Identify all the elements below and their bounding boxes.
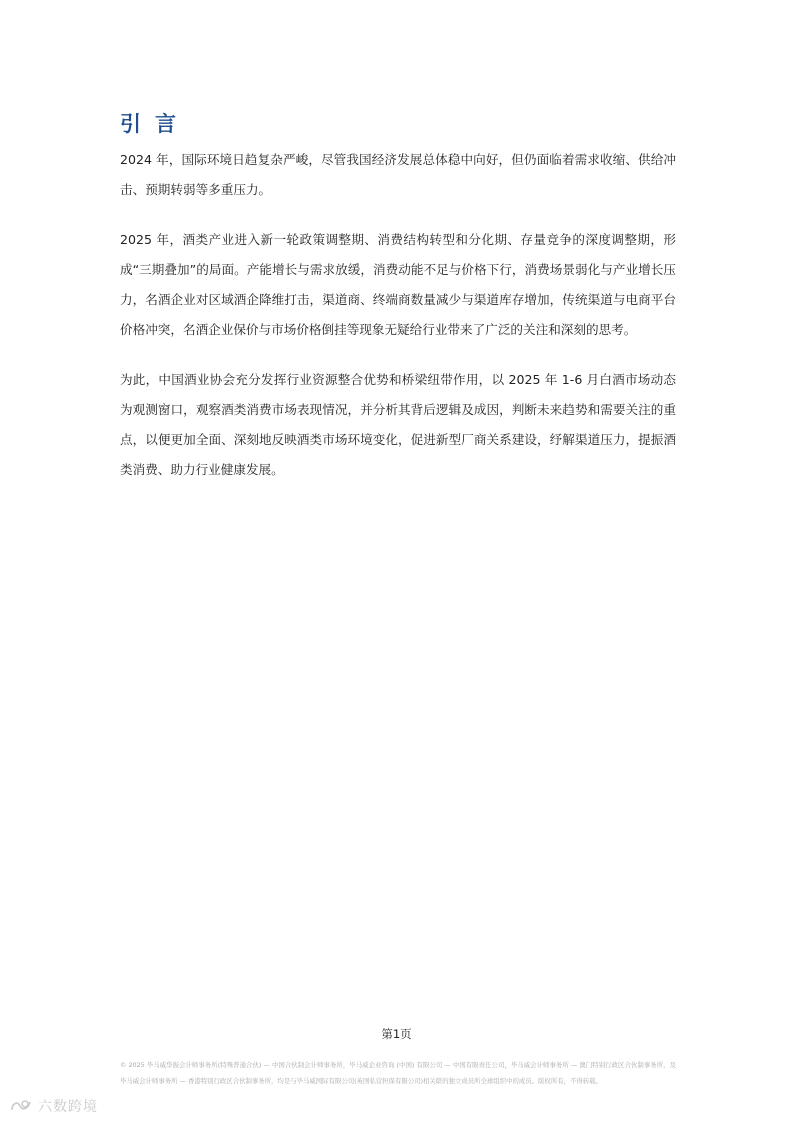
paragraph-2: 2025 年，酒类产业进入新一轮政策调整期、消费结构转型和分化期、存量竞争的深度调整期，形成“三期叠加”的局面。产能增长与需求放缓，消费动能不足与价格下行，消费场景弱化与产业增长压力，名酒企业对区域酒企降维打击，渠道商、终端商数量减少与渠道库存增加，传统渠道与电商平台价格冲突，名酒企业保价与市场价格倒挂等现象无疑给行业带来了广泛的关注和深刻的思考。	[120, 232, 676, 337]
watermark-text: 六数跨境	[38, 1099, 98, 1115]
watermark	[10, 1096, 98, 1116]
page-heading: 引言	[120, 112, 190, 136]
page-number: 第1页	[381, 1027, 412, 1041]
paragraph-3: 为此，中国酒业协会充分发挥行业资源整合优势和桥梁纽带作用，以 2025 年 1-6 月白酒市场动态为观测窗口，观察酒类消费市场表现情况，并分析其背后逻辑及成因，判断未来趋势和需要关注的重点，以便更加全面、深刻地反映酒类市场环境变化，促进新型厂商关系建设，纾解渠道压力，提振酒类消费、助力行业健康发展。	[120, 372, 676, 477]
copyright-footer: © 2025 毕马威华振会计师事务所(特殊普通合伙) — 中国合伙制会计师事务所，毕马威企业咨询 (中国) 有限公司 — 中国有限责任公司，毕马威会计师事务所 — 澳门特别行政区合伙制事务所，及毕马威会计师事务所 — 香港特别行政区合伙制事务所，均是与毕马威国际有限公司(英国私营担保有限公司)相关联的独立成员所全球组织中的成员。版权所有，不得转载。	[120, 1061, 676, 1085]
body-content	[120, 145, 676, 505]
watermark-logo-icon	[10, 1099, 32, 1113]
paragraph-1: 2024 年，国际环境日趋复杂严峻，尽管我国经济发展总体稳中向好，但仍面临着需求收缩、供给冲击、预期转弱等多重压力。	[120, 152, 676, 197]
